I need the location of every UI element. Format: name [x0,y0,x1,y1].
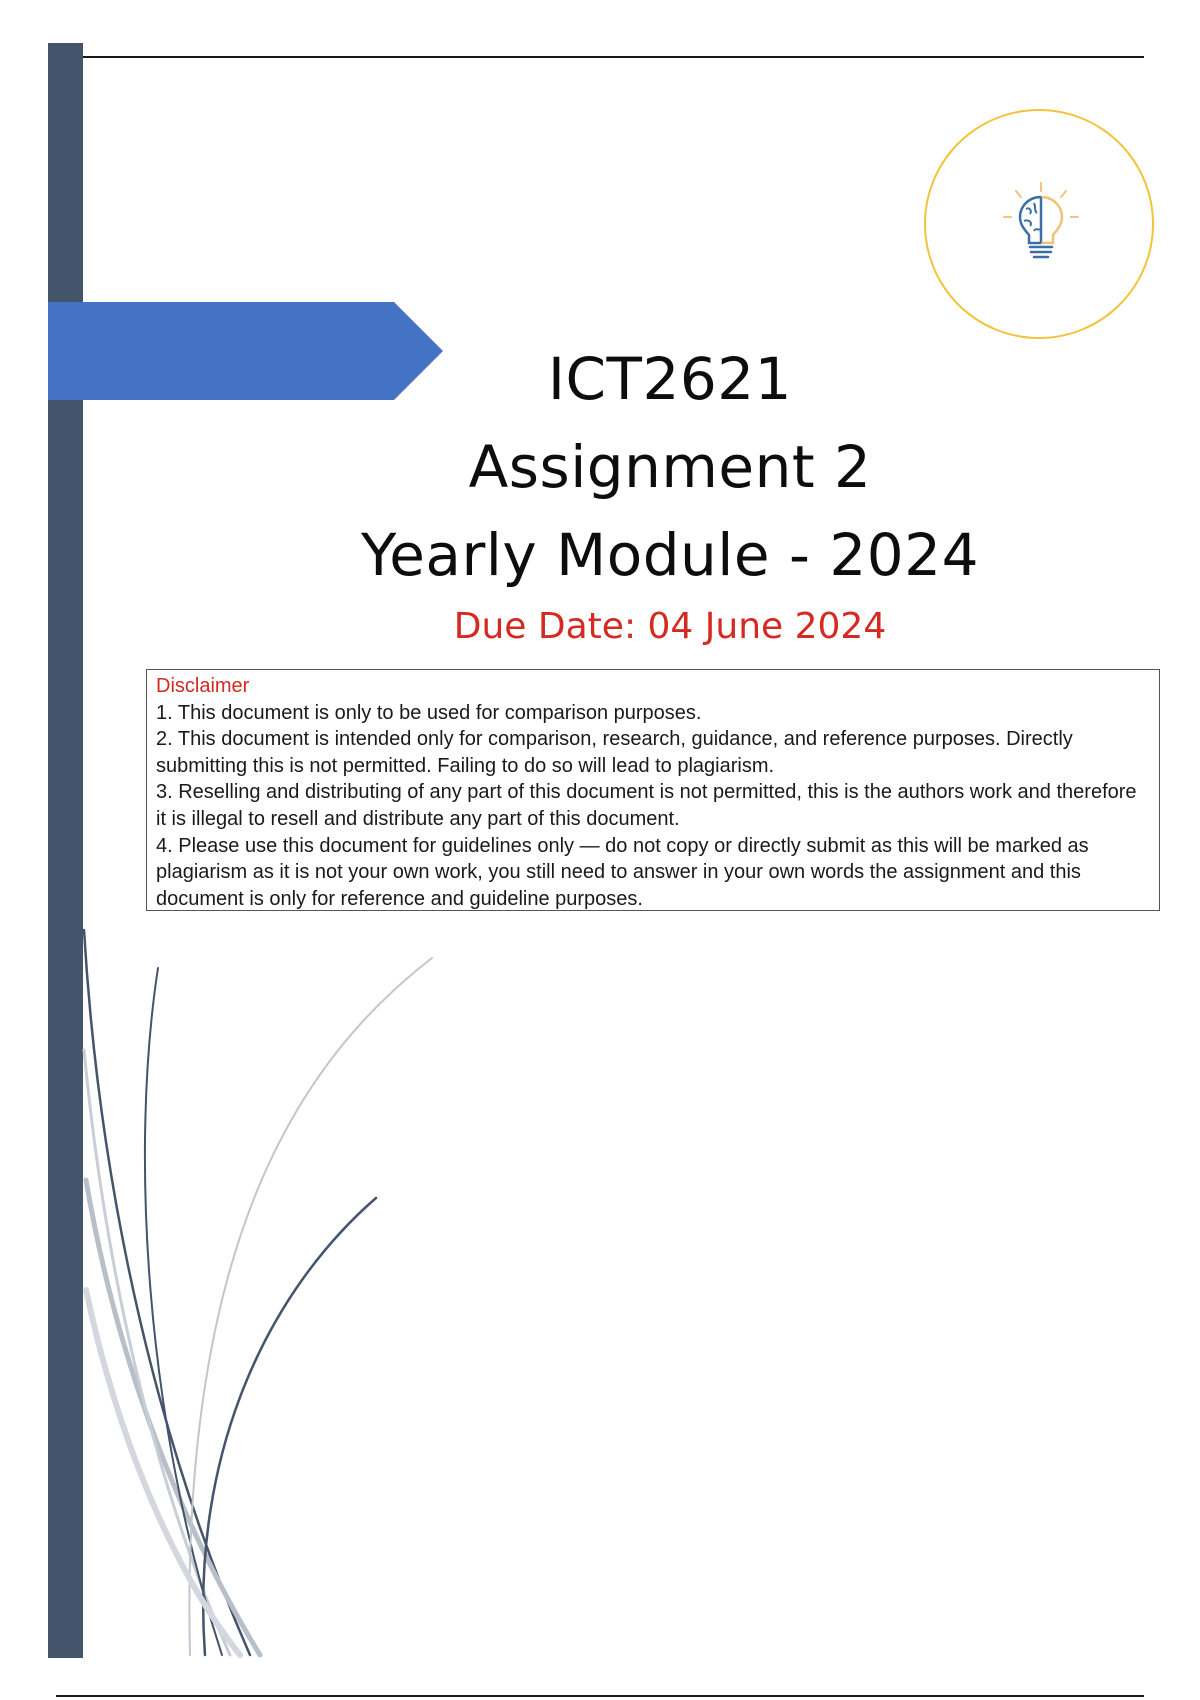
disclaimer-item-3: 3. Reselling and distributing of any part of this document is not permitted, this is the authors work and therefore it is illegal to resell and distribute any part of this document. [156,781,1137,830]
assignment-title: Assignment 2 [468,433,872,501]
due-date: Due Date: 04 June 2024 [453,606,887,647]
disclaimer-item-4: 4. Please use this document for guidelines only — do not copy or directly submit as this will be marked as plagiarism as it is not your own work, you still need to answer in your own words the assignment and this document is only for reference and guideline purposes. [156,834,1089,910]
bottom-rule [56,1695,1144,1697]
disclaimer-item-2: 2. This document is intended only for comparison, research, guidance, and reference purposes. Directly submitting this is not permitted. Failing to do so will lead to plagiarism. [156,728,1073,777]
disclaimer-heading: Disclaimer [156,675,250,697]
course-code: ICT2621 [547,345,793,413]
disclaimer-item-1: 1. This document is only to be used for comparison purposes. [156,701,702,724]
module-title: Yearly Module - 2024 [361,521,979,589]
